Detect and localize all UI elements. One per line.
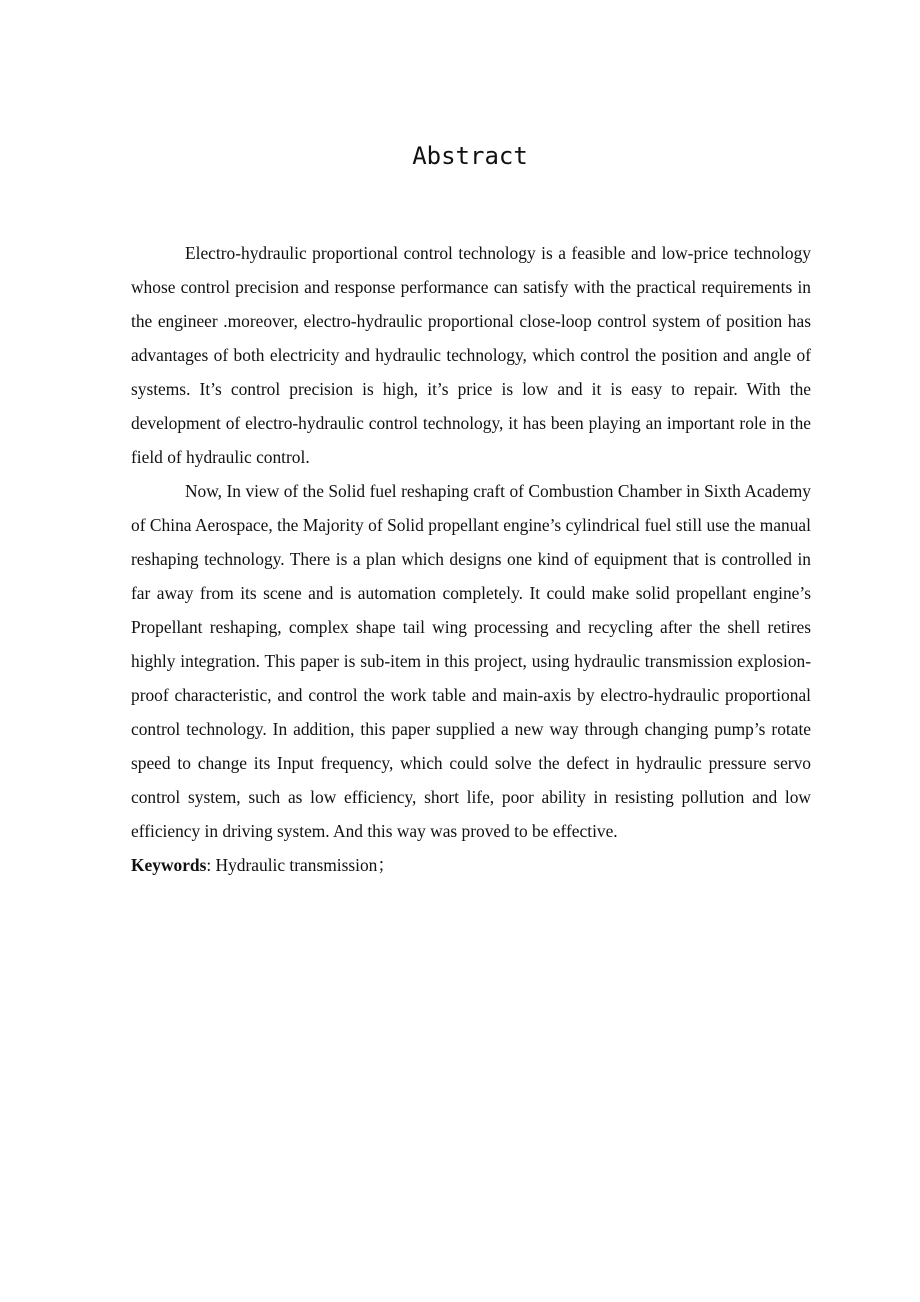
keywords-label: Keywords: [131, 855, 207, 875]
abstract-title: Abstract: [412, 142, 528, 170]
keywords-line: [131, 848, 811, 882]
abstract-body: [131, 236, 811, 882]
abstract-paragraph-1: Electro-hydraulic proportional control technology is a feasible and low-price technology whose control precision and response performance can satisfy with the practical requirements in the engineer .moreover, electro-hydraulic proportional close-loop control system of position has advantages of both electricity and hydraulic technology, which control the position and angle of systems. It’s control precision is high, it’s price is low and it is easy to repair. With the development of electro-hydraulic control technology, it has been playing an important role in the field of hydraulic control.: [131, 243, 811, 467]
abstract-paragraph-2: Now, In view of the Solid fuel reshaping craft of Combustion Chamber in Sixth Academy of China Aerospace, the Majority of Solid propellant engine’s cylindrical fuel still use the manual reshaping technology. There is a plan which designs one kind of equipment that is controlled in far away from its scene and is automation completely. It could make solid propellant engine’s Propellant reshaping, complex shape tail wing processing and recycling after the shell retires highly integration. This paper is sub-item in this project, using hydraulic transmission explosion-proof characteristic, and control the work table and main-axis by electro-hydraulic proportional control technology. In addition, this paper supplied a new way through changing pump’s rotate speed to change its Input frequency, which could solve the defect in hydraulic pressure servo control system, such as low efficiency, short life, poor ability in resisting pollution and low efficiency in driving system. And this way was proved to be effective.: [131, 481, 811, 841]
keywords-text: : Hydraulic transmission；: [206, 855, 395, 875]
